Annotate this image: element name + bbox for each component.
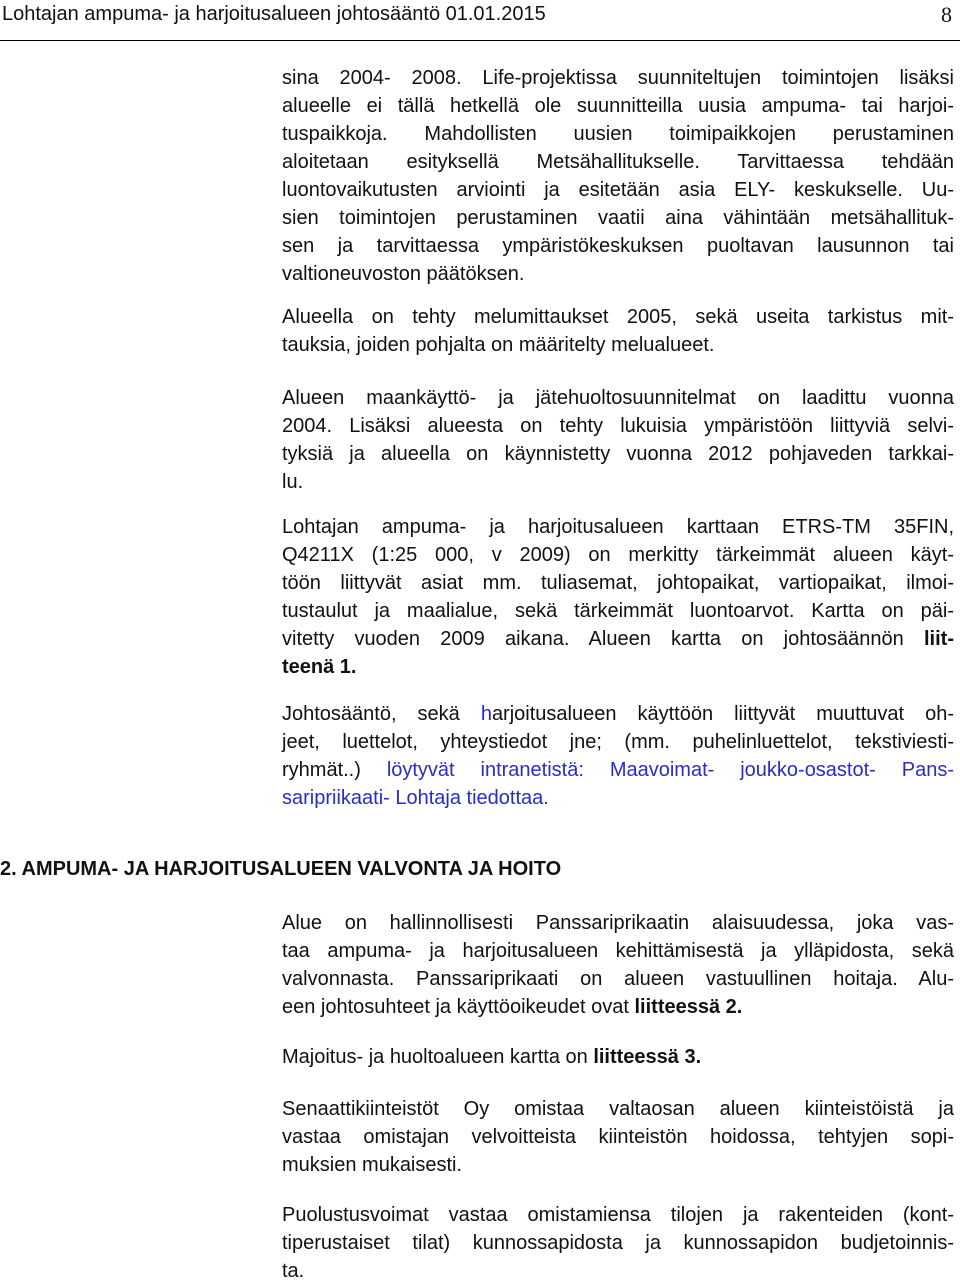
text-line: ta. — [282, 1260, 305, 1282]
section2-paragraph-4 — [282, 1201, 954, 1285]
text-line: alueelle ei tällä hetkellä ole suunnitteilla uusia ampuma- tai harjoi- — [282, 95, 954, 117]
text-run: Majoitus- ja huoltoalueen kartta on — [282, 1046, 594, 1068]
text-line: Puolustusvoimat vastaa omistamiensa tilojen ja rakenteiden (kont- — [282, 1204, 954, 1226]
text-line: tauksia, joiden pohjalta on määritelty melualueet. — [282, 334, 715, 356]
appendix-ref-2: liitteessä 2. — [634, 996, 743, 1018]
intranet-link[interactable]: löytyvät intranetistä: Maavoimat- joukko-osastot- Pans- — [386, 759, 954, 781]
intranet-link-cont[interactable]: saripriikaati- Lohtaja tiedottaa. — [282, 787, 549, 809]
section2-paragraph-3 — [282, 1095, 954, 1179]
text-line: muksien mukaisesti. — [282, 1154, 463, 1176]
text-line: 2004. Lisäksi alueesta on tehty lukuisia ympäristöön liittyviä selvi- — [282, 415, 954, 437]
paragraph-1 — [282, 64, 954, 288]
text-line: tiperustaiset tilat) kunnossapidosta ja kunnossapidon budjetoinnis- — [282, 1232, 954, 1254]
page-number: 8 — [941, 2, 952, 27]
appendix-ref-1: liit- — [924, 628, 954, 650]
text-line: Senaattikiinteistöt Oy omistaa valtaosan alueen kiinteistöistä ja — [282, 1098, 954, 1120]
text-line: Lohtajan ampuma- ja harjoitusalueen karttaan ETRS-TM 35FIN, — [282, 516, 954, 538]
text-run: een johtosuhteet ja käyttöoikeudet ovat — [282, 996, 635, 1018]
text-line: taa ampuma- ja harjoitusalueen kehittämisestä ja ylläpidosta, sekä — [282, 940, 954, 962]
text-line: töön liittyvät asiat mm. tuliasemat, johtopaikat, vartiopaikat, ilmoi- — [282, 572, 954, 594]
text-line: tyksiä ja alueella on käynnistetty vuonna 2012 pohjaveden tarkkai- — [282, 443, 954, 465]
text-line: sien toimintojen perustaminen vaatii aina vähintään metsähallituk- — [282, 207, 954, 229]
text-line — [282, 700, 954, 728]
paragraph-3 — [282, 384, 954, 496]
text-line: luontovaikutusten arviointi ja esitetään asia ELY- keskukselle. Uu- — [282, 179, 954, 201]
text-line: tuspaikkoja. Mahdollisten uusien toimipaikkojen perustaminen — [282, 123, 954, 145]
text-run: ryhmät..) — [282, 759, 387, 781]
text-line: Alueella on tehty melumittaukset 2005, sekä useita tarkistus mit- — [282, 306, 954, 328]
text-line: aloitetaan esityksellä Metsähallitukselle. Tarvittaessa tehdään — [282, 151, 954, 173]
text-line: sina 2004- 2008. Life-projektissa suunniteltujen toimintojen lisäksi — [282, 67, 954, 89]
text-line — [282, 1043, 954, 1071]
text-line: lu. — [282, 471, 304, 493]
text-run: arjoitusalueen käyttöön liittyvät muuttuvat oh- — [491, 703, 954, 725]
paragraph-4 — [282, 513, 954, 681]
text-line: valtioneuvoston päätöksen. — [282, 263, 525, 285]
paragraph-5 — [282, 700, 954, 812]
text-line — [282, 756, 954, 784]
text-run: vitetty vuoden 2009 aikana. Alueen kartta on johtosäännön — [282, 628, 924, 650]
text-line: Q4211X (1:25 000, v 2009) on merkitty tärkeimmät alueen käyt- — [282, 544, 954, 566]
text-line: Alue on hallinnollisesti Panssariprikaatin alaisuudessa, joka vas- — [282, 912, 954, 934]
paragraph-2 — [282, 303, 954, 359]
document-title: Lohtajan ampuma- ja harjoitusalueen johtosääntö 01.01.2015 — [2, 3, 546, 25]
appendix-ref-3: liitteessä 3. — [593, 1046, 702, 1068]
text-line: sen ja tarvittaessa ympäristökeskuksen puoltavan lausunnon tai — [282, 235, 954, 257]
section2-paragraph-2 — [282, 1043, 954, 1071]
section2-paragraph-1 — [282, 909, 954, 1021]
section-heading: 2. AMPUMA- JA HARJOITUSALUEEN VALVONTA JA HOITO — [0, 858, 562, 880]
text-run-blue: h — [480, 703, 492, 725]
appendix-ref-1-cont: teenä 1. — [282, 656, 357, 678]
page-header — [0, 0, 960, 41]
text-line — [282, 993, 954, 1021]
text-line: vastaa omistajan velvoitteista kiinteistön hoidossa, tehtyjen sopi- — [282, 1126, 954, 1148]
text-line: Alueen maankäyttö- ja jätehuoltosuunnitelmat on laadittu vuonna — [282, 387, 954, 409]
text-line — [282, 625, 954, 653]
text-line: tustaulut ja maalialue, sekä tärkeimmät luontoarvot. Kartta on päi- — [282, 600, 954, 622]
text-run: Johtosääntö, sekä — [282, 703, 481, 725]
text-line: valvonnasta. Panssariprikaati on alueen vastuullinen hoitaja. Alu- — [282, 968, 954, 990]
text-line: jeet, luettelot, yhteystiedot jne; (mm. puhelinluettelot, tekstiviesti- — [282, 731, 954, 753]
